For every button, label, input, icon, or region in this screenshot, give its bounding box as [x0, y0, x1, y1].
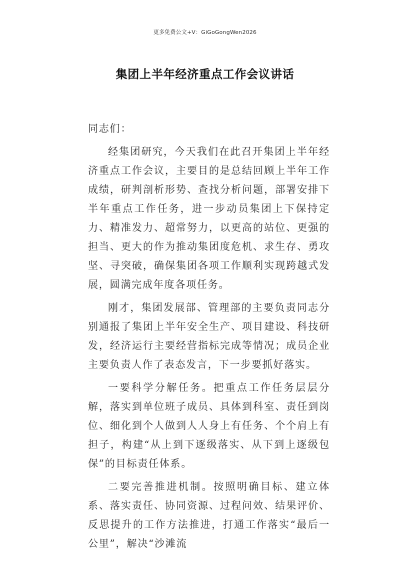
paragraph-opening: 经集团研究，今天我们在此召开集团上半年经济重点工作会议，主要目的是总结回顾上半年工作成绩，研判剖析形势、查找分析问题，部署安排下半年重点工作任务，进一步动员集团上下保持定力、精准发力、超常努力，以更高的站位、更强的担当、更大的作为推动集团度危机、求生存、勇攻坚、寻突破，确保集团各项工作顺利实现跨越式发展，圆满完成年度各项任务。 — [88, 147, 330, 291]
document-title: 集团上半年经济重点工作会议讲话 — [115, 67, 295, 81]
document-body — [88, 120, 330, 554]
paragraph-reports: 刚才，集团发展部、管理部的主要负责同志分别通报了集团上半年安全生产、项目建设、科技研发，经济运行主要经营指标完成等情况；成员企业主要负责人作了表态发言，下一步要抓好落实。 — [88, 303, 330, 371]
paragraph-task-decomposition: 一要科学分解任务。把重点工作任务层层分解，落实到单位班子成员、具体到科室、责任到岗位、细化到个人做到人人身上有任务、个个肩上有担子，构建“从上到下逐级落实、从下到上逐级包保”的目标责任体系。 — [88, 383, 330, 470]
paragraph-mechanism: 二要完善推进机制。按照明确目标、建立体系、落实责任、协同资源、过程问效、结果评价、反思提升的工作方法推进，打通工作落实“最后一公里”，解决“沙滩流 — [88, 482, 330, 550]
header-note: 更多免费公文+V：GiGoGongWen2026 — [153, 30, 257, 36]
salutation: 同志们： — [88, 124, 132, 135]
